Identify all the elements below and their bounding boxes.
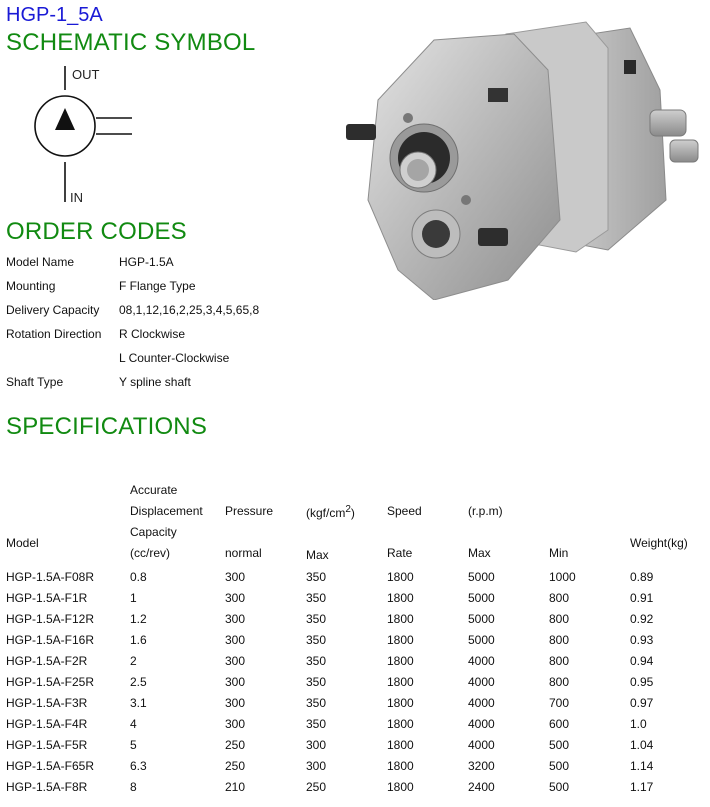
table-cell: 1800 (387, 632, 414, 647)
table-cell: 800 (549, 674, 570, 689)
table-cell: 300 (306, 737, 327, 752)
table-cell: 4000 (468, 737, 495, 752)
table-cell: 1800 (387, 653, 414, 668)
table-cell: 350 (306, 716, 327, 731)
table-cell: 800 (549, 590, 570, 605)
table-cell: 1.14 (630, 758, 654, 773)
table-cell: HGP-1.5A-F25R (6, 674, 95, 689)
table-cell: 1800 (387, 611, 414, 626)
table-cell: 300 (225, 611, 246, 626)
col-rpm-header: (r.p.m) Max (468, 504, 503, 560)
table-cell: 4000 (468, 695, 495, 710)
table-cell: 500 (549, 758, 570, 773)
table-cell: 350 (306, 695, 327, 710)
table-cell: 1800 (387, 695, 414, 710)
table-cell: 1800 (387, 590, 414, 605)
table-cell: 300 (225, 716, 246, 731)
table-cell: 4 (130, 716, 137, 731)
table-cell: 4000 (468, 653, 495, 668)
table-cell: 500 (549, 737, 570, 752)
table-cell: HGP-1.5A-F8R (6, 779, 88, 794)
order-codes-heading: ORDER CODES (6, 218, 187, 245)
table-row (6, 671, 710, 692)
table-cell: 250 (225, 737, 246, 752)
schematic-heading: SCHEMATIC SYMBOL (6, 29, 256, 56)
table-cell: 2400 (468, 779, 495, 794)
spec-header-row (6, 478, 710, 566)
table-cell: 8 (130, 779, 137, 794)
table-cell: 350 (306, 590, 327, 605)
table-cell: 3200 (468, 758, 495, 773)
table-cell: 600 (549, 716, 570, 731)
table-cell: 0.95 (630, 674, 654, 689)
table-cell: 3.1 (130, 695, 147, 710)
table-cell: HGP-1.5A-F08R (6, 569, 95, 584)
table-cell: 1800 (387, 716, 414, 731)
col-kgf-header: $(kgf/cm^2)$ Max (306, 504, 355, 562)
table-row (6, 734, 710, 755)
table-row (6, 650, 710, 671)
table-cell: 0.8 (130, 569, 147, 584)
table-cell: 0.93 (630, 632, 654, 647)
table-cell: 2 (130, 653, 137, 668)
table-row (6, 692, 710, 713)
order-value: F Flange Type (119, 279, 196, 293)
table-cell: 300 (225, 674, 246, 689)
table-cell: 1800 (387, 779, 414, 794)
order-label: Rotation Direction (6, 327, 102, 341)
table-cell: 4000 (468, 716, 495, 731)
table-cell: 4000 (468, 674, 495, 689)
schematic-symbol (28, 62, 148, 210)
order-label: Shaft Type (6, 375, 64, 389)
page-title: HGP-1_5A (6, 4, 103, 26)
table-cell: 500 (549, 779, 570, 794)
table-cell: HGP-1.5A-F2R (6, 653, 88, 668)
table-cell: HGP-1.5A-F3R (6, 695, 88, 710)
table-cell: 700 (549, 695, 570, 710)
table-cell: HGP-1.5A-F1R (6, 590, 88, 605)
table-cell: 1.17 (630, 779, 654, 794)
order-label: Delivery Capacity (6, 303, 100, 317)
gear-pump-photo (338, 0, 710, 300)
order-value: HGP-1.5A (119, 255, 174, 269)
table-cell: 800 (549, 632, 570, 647)
col-capacity-header: Accurate Displacement Capacity (cc/rev) (130, 483, 203, 560)
table-cell: 350 (306, 674, 327, 689)
table-row (6, 587, 710, 608)
order-label: Mounting (6, 279, 56, 293)
out-port-label: OUT (72, 67, 100, 82)
table-cell: 5000 (468, 569, 495, 584)
col-pressure-header: Pressure normal (225, 504, 274, 560)
table-cell: 1000 (549, 569, 576, 584)
table-cell: 250 (225, 758, 246, 773)
table-cell: 1.04 (630, 737, 654, 752)
table-cell: 350 (306, 569, 327, 584)
table-cell: 0.92 (630, 611, 654, 626)
table-row (6, 566, 710, 587)
table-cell: 0.94 (630, 653, 654, 668)
table-cell: 1800 (387, 674, 414, 689)
table-cell: 1.0 (630, 716, 647, 731)
table-cell: 210 (225, 779, 246, 794)
table-cell: 800 (549, 611, 570, 626)
table-cell: 6.3 (130, 758, 147, 773)
table-cell: HGP-1.5A-F4R (6, 716, 88, 731)
table-cell: 350 (306, 653, 327, 668)
table-cell: 0.89 (630, 569, 654, 584)
order-value: Y spline shaft (119, 375, 191, 389)
table-cell: 1800 (387, 569, 414, 584)
table-row (6, 608, 710, 629)
table-cell: 0.97 (630, 695, 654, 710)
table-cell: 300 (225, 569, 246, 584)
table-cell: 0.91 (630, 590, 654, 605)
table-cell: 300 (225, 695, 246, 710)
table-row (6, 713, 710, 734)
col-model-header: Model (6, 535, 39, 550)
table-cell: 5000 (468, 632, 495, 647)
table-cell: 5000 (468, 590, 495, 605)
table-cell: 350 (306, 611, 327, 626)
table-cell: 5000 (468, 611, 495, 626)
table-cell: 1.2 (130, 611, 147, 626)
table-cell: HGP-1.5A-F16R (6, 632, 95, 647)
table-row (6, 776, 710, 797)
table-cell: 250 (306, 779, 327, 794)
table-cell: 300 (225, 590, 246, 605)
in-port-label: IN (70, 190, 83, 205)
order-value: L Counter-Clockwise (119, 351, 230, 365)
table-cell: HGP-1.5A-F5R (6, 737, 88, 752)
col-min-header: Min (549, 546, 569, 560)
order-value: 08,1,12,16,2,25,3,4,5,65,8 (119, 303, 260, 317)
table-cell: 1800 (387, 737, 414, 752)
table-cell: 300 (306, 758, 327, 773)
table-cell: 300 (225, 653, 246, 668)
table-cell: 300 (225, 632, 246, 647)
specifications-heading: SPECIFICATIONS (6, 413, 208, 440)
col-speed-header: Speed Rate (387, 504, 422, 560)
col-weight-header: Weight(kg) (630, 535, 688, 550)
table-cell: 5 (130, 737, 137, 752)
table-cell: 2.5 (130, 674, 147, 689)
table-cell: 1 (130, 590, 137, 605)
table-cell: 350 (306, 632, 327, 647)
table-cell: 1.6 (130, 632, 147, 647)
table-cell: HGP-1.5A-F12R (6, 611, 95, 626)
spec-table (6, 478, 710, 797)
table-row (6, 629, 710, 650)
table-cell: 800 (549, 653, 570, 668)
table-cell: HGP-1.5A-F65R (6, 758, 95, 773)
table-row (6, 755, 710, 776)
order-label: Model Name (6, 255, 75, 269)
table-cell: 1800 (387, 758, 414, 773)
order-value: R Clockwise (119, 327, 186, 341)
